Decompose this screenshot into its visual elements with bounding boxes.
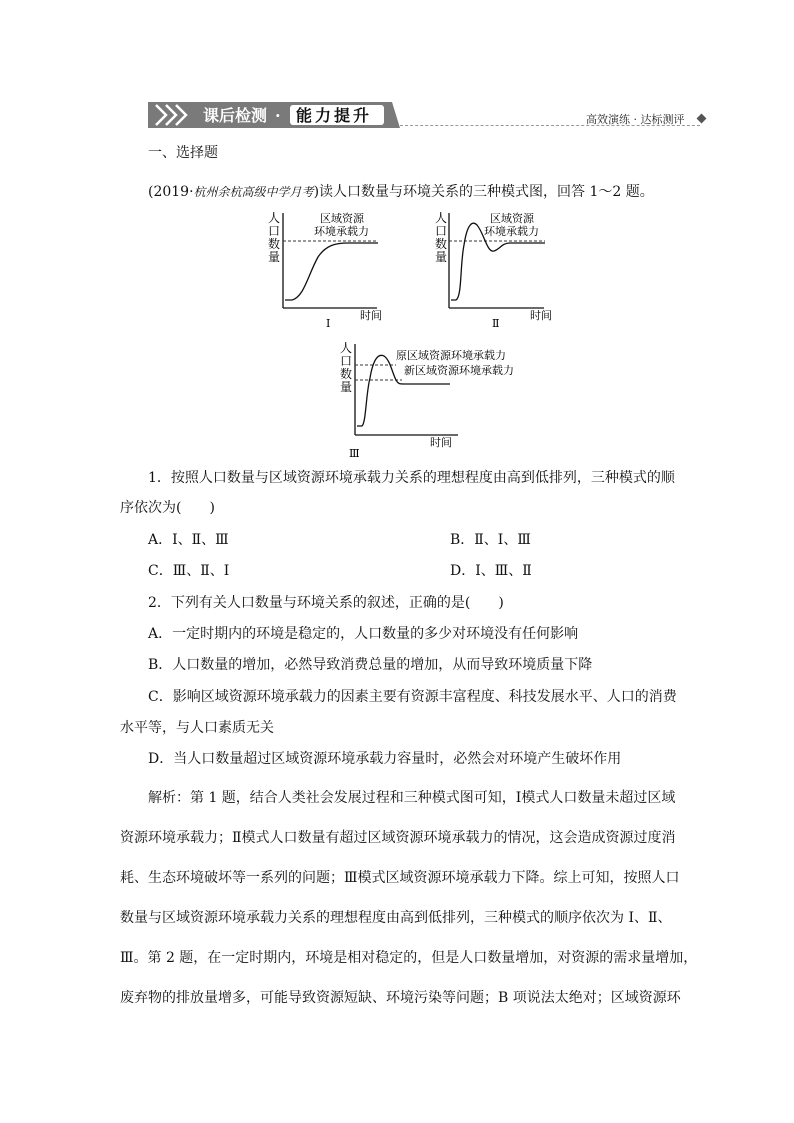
q2-option-d: D．当人口数量超过区域资源环境承载力容量时，必然会对环境产生破坏作用 xyxy=(148,751,622,767)
analysis-line: 废弃物的排放量增多，可能导致资源短缺、环境污染等问题；B 项说法太绝对；区域资源环 xyxy=(120,990,681,1006)
analysis-line: 资源环境承载力；Ⅱ模式人口数量有超过区域资源环境承载力的情况，这会造成资源过度消 xyxy=(120,830,676,846)
figure-2 xyxy=(432,205,562,330)
figure-2-xlabel: 时间 xyxy=(530,309,552,322)
analysis-line: 数量与区域资源环境承载力关系的理想程度由高到低排列，三种模式的顺序依次为 Ⅰ、Ⅱ、 xyxy=(120,910,672,926)
figure-2-ylabel-char: 量 xyxy=(435,250,448,264)
header-badge-dot: · xyxy=(275,106,281,125)
header-badge xyxy=(148,102,400,128)
intro-prefix: (2019· xyxy=(148,184,194,200)
figure-2-label-line2: 环境承载力 xyxy=(484,225,539,238)
figure-3-ylabel-char: 数 xyxy=(340,367,353,381)
figure-1-ylabel-char: 口 xyxy=(268,224,281,238)
figure-2-ylabel-char: 口 xyxy=(435,224,448,238)
q2-option-b: B．人口数量的增加，必然导致消费总量的增加，从而导致环境质量下降 xyxy=(148,657,593,673)
figure-1-ylabel-char: 量 xyxy=(268,250,281,264)
figure-2-roman: Ⅱ xyxy=(492,317,500,330)
analysis-line: 解析：第 1 题，结合人类社会发展过程和三种模式图可知，Ⅰ模式人口数量未超过区域 xyxy=(148,790,676,806)
figure-1-ylabel-char: 数 xyxy=(268,237,281,251)
figure-1-xlabel: 时间 xyxy=(360,309,382,322)
analysis-line: Ⅲ。第 2 题，在一定时期内，环境是相对稳定的，但是人口数量增加，对资源的需求量增加， xyxy=(120,950,698,966)
figure-3 xyxy=(338,338,538,462)
figure-1-population-curve xyxy=(285,243,378,300)
figure-3-label-line2: 新区域资源环境承载力 xyxy=(404,364,514,377)
header-badge-part2: 能力提升 xyxy=(296,106,373,125)
figure-2-ylabel-char: 数 xyxy=(435,237,448,251)
intro-suffix: )读人口数量与环境关系的三种模式图，回答 1～2 题。 xyxy=(313,184,654,200)
figure-1 xyxy=(262,205,392,330)
q2-option-a: A．一定时期内的环境是稳定的，人口数量的多少对环境没有任何影响 xyxy=(148,626,579,642)
analysis-line: 耗、生态环境破坏等一系列的问题；Ⅲ模式区域资源环境承载力下降。综上可知，按照人口 xyxy=(120,870,680,886)
q2-stem: 2．下列有关人口数量与环境关系的叙述，正确的是( ) xyxy=(148,595,504,611)
figure-3-roman: Ⅲ xyxy=(349,447,360,460)
q1-option-d: D．Ⅰ、Ⅲ、Ⅱ xyxy=(450,563,532,579)
q1-option-a: A．Ⅰ、Ⅱ、Ⅲ xyxy=(148,532,229,548)
figure-2-label-line1: 区域资源 xyxy=(490,212,534,225)
intro-source: 杭州余杭高级中学月考 xyxy=(193,185,314,199)
figure-3-ylabel-char: 人 xyxy=(340,341,353,355)
q2-option-c-line2: 水平等，与人口素质无关 xyxy=(120,720,274,736)
header-badge-part1: 课后检测 xyxy=(203,106,268,125)
intro-line xyxy=(148,182,654,202)
figure-2-ylabel-char: 人 xyxy=(435,211,448,225)
figure-1-roman: Ⅰ xyxy=(326,317,331,330)
figure-1-label-line1: 区域资源 xyxy=(320,212,364,225)
figure-1-label-line2: 环境承载力 xyxy=(314,225,369,238)
figure-1-ylabel-char: 人 xyxy=(268,211,281,225)
figure-3-xlabel: 时间 xyxy=(430,436,452,449)
figure-3-label-line1: 原区域资源环境承载力 xyxy=(396,349,506,362)
q1-option-c: C．Ⅲ、Ⅱ、Ⅰ xyxy=(148,563,230,579)
q2-option-c-line1: C．影响区域资源环境承载力的因素主要有资源丰富程度、科技发展水平、人口的消费 xyxy=(148,689,677,705)
q1-option-b: B．Ⅱ、Ⅰ、Ⅲ xyxy=(450,532,531,548)
q1-stem-line1: 1．按照人口数量与区域资源环境承载力关系的理想程度由高到低排列，三种模式的顺 xyxy=(148,470,675,486)
section-title: 一、选择题 xyxy=(148,145,218,161)
q1-stem-line2: 序依次为( ) xyxy=(120,500,215,516)
figure-3-ylabel-char: 口 xyxy=(340,354,353,368)
header-right-text: 高效演练 · 达标测评 xyxy=(586,113,685,126)
figure-3-ylabel-char: 量 xyxy=(340,380,353,394)
header-badge-graphic xyxy=(148,102,400,128)
diamond-icon xyxy=(697,114,707,124)
